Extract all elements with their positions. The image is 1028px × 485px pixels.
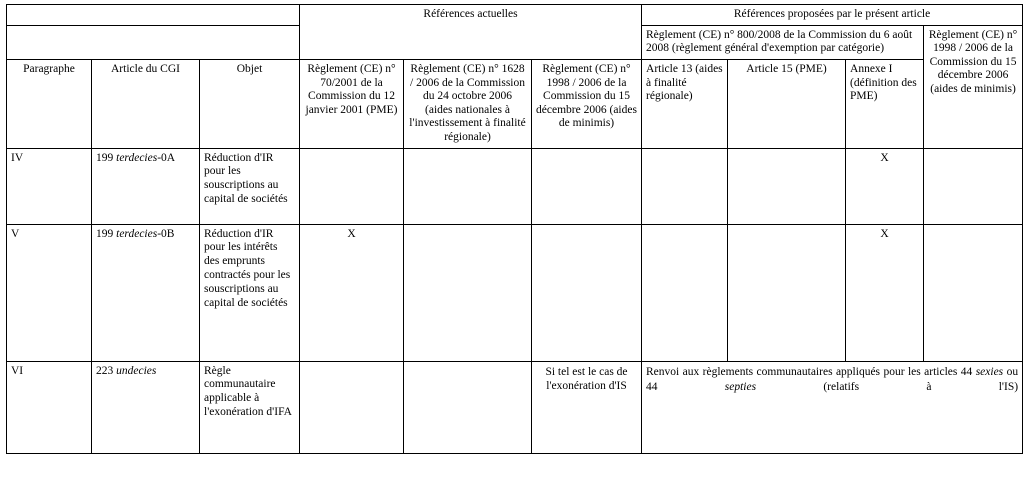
cell-reglement-1998-2006-actuel: Si tel est le cas de l'exonération d'IS xyxy=(532,361,642,453)
cell-reglement-1998-2006-actuel xyxy=(532,224,642,361)
cell-objet: Règle communautaire applicable à l'exonération d'IFA xyxy=(200,361,300,453)
header-paragraphe: Paragraphe xyxy=(7,60,92,148)
cell-renvoi: Renvoi aux règlements communautaires appliqués pour les articles 44 sexies ou 44 septies (relatifs à l'IS) xyxy=(642,361,1023,453)
cell-article-cgi: 223 undecies xyxy=(92,361,200,453)
references-table xyxy=(6,4,1023,454)
cell-article-15 xyxy=(728,224,846,361)
cell-article-15 xyxy=(728,148,846,224)
header-reglement-70-2001: Règlement (CE) n° 70/2001 de la Commission du 12 janvier 2001 (PME) xyxy=(300,60,404,148)
cell-reglement-1628-2006 xyxy=(404,224,532,361)
header-annexe-1: Annexe I (définition des PME) xyxy=(846,60,924,148)
cell-annexe-1: X xyxy=(846,148,924,224)
header-references-proposees: Références proposées par le présent article xyxy=(642,5,1023,26)
header-article-cgi: Article du CGI xyxy=(92,60,200,148)
cell-reglement-70-2001: X xyxy=(300,224,404,361)
cell-article-13 xyxy=(642,148,728,224)
cell-annexe-1: X xyxy=(846,224,924,361)
cell-article-cgi: 199 terdecies-0A xyxy=(92,148,200,224)
document-page xyxy=(0,4,1028,485)
cell-reglement-1628-2006 xyxy=(404,361,532,453)
header-article-13: Article 13 (aides à finalité régionale) xyxy=(642,60,728,148)
cell-reglement-1998-2006-propose xyxy=(924,148,1023,224)
header-reglement-1998-2006-propose: Règlement (CE) n° 1998 / 2006 de la Commission du 15 décembre 2006 (aides de minimis) xyxy=(924,25,1023,148)
table-row xyxy=(7,361,1023,453)
table-header-row-groups xyxy=(7,5,1023,26)
cell-reglement-70-2001 xyxy=(300,361,404,453)
header-article-15: Article 15 (PME) xyxy=(728,60,846,148)
header-blank-left-2 xyxy=(7,25,300,60)
header-reglement-800-2008: Règlement (CE) n° 800/2008 de la Commission du 6 août 2008 (règlement général d'exemption par catégorie) xyxy=(642,25,924,60)
table-header-row-columns xyxy=(7,60,1023,148)
cell-objet: Réduction d'IR pour les souscriptions au capital de sociétés xyxy=(200,148,300,224)
cell-paragraphe: VI xyxy=(7,361,92,453)
header-reglement-1998-2006-actuel: Règlement (CE) n° 1998 / 2006 de la Commission du 15 décembre 2006 (aides de minimis) xyxy=(532,60,642,148)
table-row xyxy=(7,224,1023,361)
cell-reglement-1998-2006-propose xyxy=(924,224,1023,361)
table-row xyxy=(7,148,1023,224)
cell-reglement-1628-2006 xyxy=(404,148,532,224)
cell-reglement-70-2001 xyxy=(300,148,404,224)
cell-paragraphe: IV xyxy=(7,148,92,224)
cell-article-13 xyxy=(642,224,728,361)
header-blank-left xyxy=(7,5,300,26)
cell-paragraphe: V xyxy=(7,224,92,361)
header-reglement-1628-2006: Règlement (CE) n° 1628 / 2006 de la Commission du 24 octobre 2006 (aides nationales à l'investissement à finalité régionale) xyxy=(404,60,532,148)
cell-objet: Réduction d'IR pour les intérêts des emprunts contractés pour les souscriptions au capital de sociétés xyxy=(200,224,300,361)
cell-article-cgi: 199 terdecies-0B xyxy=(92,224,200,361)
header-references-actuelles: Références actuelles xyxy=(300,5,642,60)
header-objet: Objet xyxy=(200,60,300,148)
cell-reglement-1998-2006-actuel xyxy=(532,148,642,224)
